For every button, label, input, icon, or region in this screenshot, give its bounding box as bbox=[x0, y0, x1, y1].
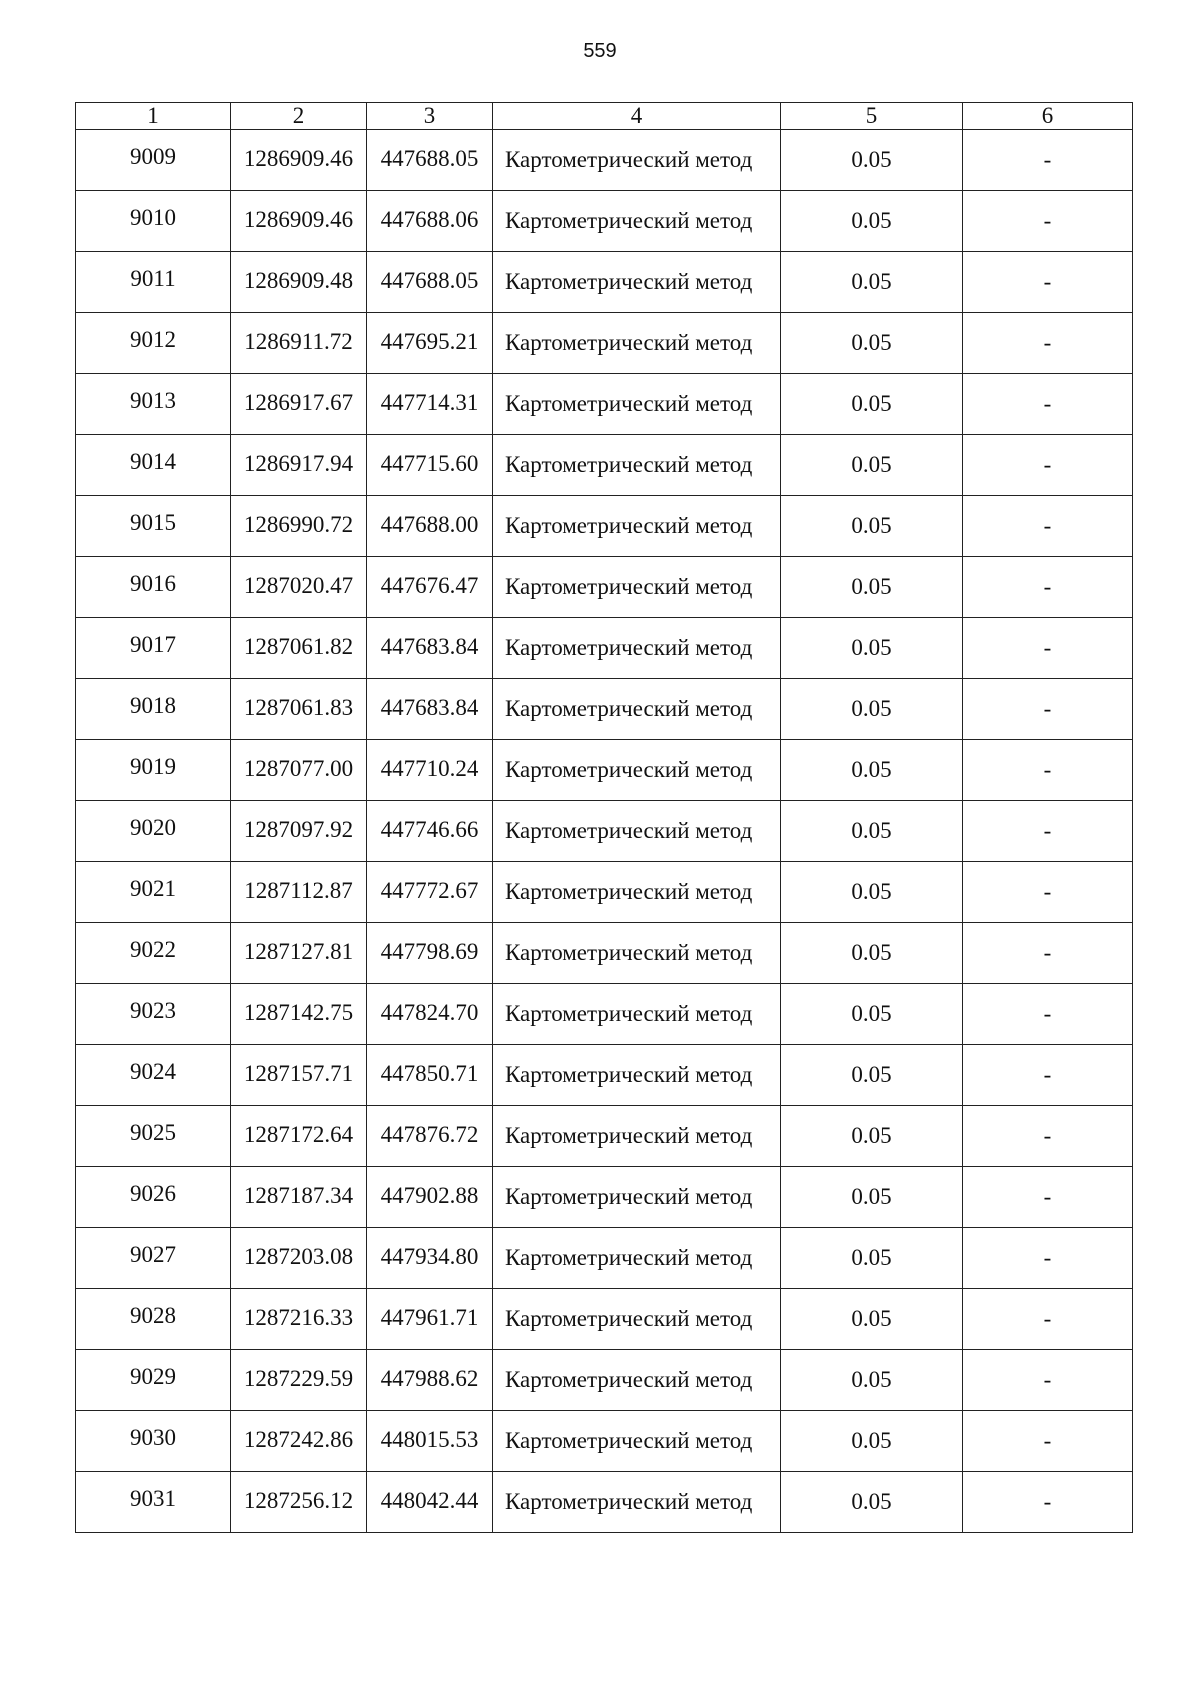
method-cell: Картометрический метод bbox=[493, 1289, 781, 1350]
method-cell: Картометрический метод bbox=[493, 923, 781, 984]
method-cell: Картометрический метод bbox=[493, 1045, 781, 1106]
x-coordinate-cell: 1287172.64 bbox=[231, 1106, 367, 1167]
y-coordinate-cell: 448015.53 bbox=[367, 1411, 493, 1472]
accuracy-cell: 0.05 bbox=[781, 984, 963, 1045]
note-cell: - bbox=[963, 313, 1133, 374]
x-coordinate-cell: 1286917.67 bbox=[231, 374, 367, 435]
accuracy-cell: 0.05 bbox=[781, 1106, 963, 1167]
x-coordinate-cell: 1287256.12 bbox=[231, 1472, 367, 1533]
x-coordinate-cell: 1286990.72 bbox=[231, 496, 367, 557]
y-coordinate-cell: 447876.72 bbox=[367, 1106, 493, 1167]
note-cell: - bbox=[963, 130, 1133, 191]
method-cell: Картометрический метод bbox=[493, 1350, 781, 1411]
x-coordinate-cell: 1286917.94 bbox=[231, 435, 367, 496]
method-cell: Картометрический метод bbox=[493, 1472, 781, 1533]
method-cell: Картометрический метод bbox=[493, 374, 781, 435]
point-number-cell: 9024 bbox=[76, 1045, 231, 1106]
y-coordinate-cell: 447902.88 bbox=[367, 1167, 493, 1228]
method-cell: Картометрический метод bbox=[493, 252, 781, 313]
x-coordinate-cell: 1286911.72 bbox=[231, 313, 367, 374]
note-cell: - bbox=[963, 1350, 1133, 1411]
accuracy-cell: 0.05 bbox=[781, 1289, 963, 1350]
y-coordinate-cell: 447850.71 bbox=[367, 1045, 493, 1106]
table-header-row bbox=[76, 103, 1133, 130]
y-coordinate-cell: 447798.69 bbox=[367, 923, 493, 984]
table-row bbox=[76, 1350, 1133, 1411]
method-cell: Картометрический метод bbox=[493, 1411, 781, 1472]
note-cell: - bbox=[963, 252, 1133, 313]
note-cell: - bbox=[963, 374, 1133, 435]
point-number-cell: 9031 bbox=[76, 1472, 231, 1533]
method-cell: Картометрический метод bbox=[493, 862, 781, 923]
x-coordinate-cell: 1286909.46 bbox=[231, 130, 367, 191]
accuracy-cell: 0.05 bbox=[781, 1411, 963, 1472]
y-coordinate-cell: 447688.05 bbox=[367, 252, 493, 313]
table-row bbox=[76, 252, 1133, 313]
method-cell: Картометрический метод bbox=[493, 801, 781, 862]
point-number-cell: 9030 bbox=[76, 1411, 231, 1472]
point-number-cell: 9011 bbox=[76, 252, 231, 313]
method-cell: Картометрический метод bbox=[493, 618, 781, 679]
accuracy-cell: 0.05 bbox=[781, 557, 963, 618]
accuracy-cell: 0.05 bbox=[781, 1350, 963, 1411]
y-coordinate-cell: 447688.00 bbox=[367, 496, 493, 557]
point-number-cell: 9028 bbox=[76, 1289, 231, 1350]
accuracy-cell: 0.05 bbox=[781, 313, 963, 374]
table-row bbox=[76, 1167, 1133, 1228]
table-row bbox=[76, 1411, 1133, 1472]
column-header: 5 bbox=[781, 103, 963, 130]
page-number: 559 bbox=[583, 40, 617, 62]
note-cell: - bbox=[963, 1228, 1133, 1289]
accuracy-cell: 0.05 bbox=[781, 435, 963, 496]
point-number-cell: 9012 bbox=[76, 313, 231, 374]
point-number-cell: 9009 bbox=[76, 130, 231, 191]
note-cell: - bbox=[963, 435, 1133, 496]
point-number-cell: 9029 bbox=[76, 1350, 231, 1411]
table-row bbox=[76, 801, 1133, 862]
accuracy-cell: 0.05 bbox=[781, 1045, 963, 1106]
note-cell: - bbox=[963, 679, 1133, 740]
method-cell: Картометрический метод bbox=[493, 557, 781, 618]
table-row bbox=[76, 740, 1133, 801]
note-cell: - bbox=[963, 740, 1133, 801]
y-coordinate-cell: 447824.70 bbox=[367, 984, 493, 1045]
column-header: 4 bbox=[493, 103, 781, 130]
accuracy-cell: 0.05 bbox=[781, 1167, 963, 1228]
y-coordinate-cell: 447988.62 bbox=[367, 1350, 493, 1411]
table-row bbox=[76, 130, 1133, 191]
note-cell: - bbox=[963, 1106, 1133, 1167]
note-cell: - bbox=[963, 557, 1133, 618]
point-number-cell: 9026 bbox=[76, 1167, 231, 1228]
accuracy-cell: 0.05 bbox=[781, 130, 963, 191]
accuracy-cell: 0.05 bbox=[781, 1472, 963, 1533]
y-coordinate-cell: 447934.80 bbox=[367, 1228, 493, 1289]
point-number-cell: 9013 bbox=[76, 374, 231, 435]
x-coordinate-cell: 1287077.00 bbox=[231, 740, 367, 801]
point-number-cell: 9014 bbox=[76, 435, 231, 496]
table-row bbox=[76, 1228, 1133, 1289]
point-number-cell: 9019 bbox=[76, 740, 231, 801]
table-row bbox=[76, 313, 1133, 374]
point-number-cell: 9021 bbox=[76, 862, 231, 923]
column-header: 2 bbox=[231, 103, 367, 130]
coordinates-table bbox=[75, 102, 1133, 1533]
column-header: 6 bbox=[963, 103, 1133, 130]
point-number-cell: 9010 bbox=[76, 191, 231, 252]
method-cell: Картометрический метод bbox=[493, 1106, 781, 1167]
point-number-cell: 9023 bbox=[76, 984, 231, 1045]
accuracy-cell: 0.05 bbox=[781, 374, 963, 435]
method-cell: Картометрический метод bbox=[493, 1228, 781, 1289]
note-cell: - bbox=[963, 496, 1133, 557]
note-cell: - bbox=[963, 862, 1133, 923]
point-number-cell: 9016 bbox=[76, 557, 231, 618]
table-row bbox=[76, 923, 1133, 984]
x-coordinate-cell: 1287229.59 bbox=[231, 1350, 367, 1411]
table-row bbox=[76, 1106, 1133, 1167]
point-number-cell: 9018 bbox=[76, 679, 231, 740]
y-coordinate-cell: 447710.24 bbox=[367, 740, 493, 801]
x-coordinate-cell: 1287157.71 bbox=[231, 1045, 367, 1106]
note-cell: - bbox=[963, 191, 1133, 252]
method-cell: Картометрический метод bbox=[493, 740, 781, 801]
y-coordinate-cell: 447961.71 bbox=[367, 1289, 493, 1350]
point-number-cell: 9025 bbox=[76, 1106, 231, 1167]
accuracy-cell: 0.05 bbox=[781, 679, 963, 740]
column-header: 1 bbox=[76, 103, 231, 130]
point-number-cell: 9022 bbox=[76, 923, 231, 984]
table-row bbox=[76, 496, 1133, 557]
x-coordinate-cell: 1287216.33 bbox=[231, 1289, 367, 1350]
x-coordinate-cell: 1286909.48 bbox=[231, 252, 367, 313]
accuracy-cell: 0.05 bbox=[781, 740, 963, 801]
table-row bbox=[76, 618, 1133, 679]
x-coordinate-cell: 1287187.34 bbox=[231, 1167, 367, 1228]
accuracy-cell: 0.05 bbox=[781, 191, 963, 252]
note-cell: - bbox=[963, 1472, 1133, 1533]
accuracy-cell: 0.05 bbox=[781, 923, 963, 984]
accuracy-cell: 0.05 bbox=[781, 862, 963, 923]
y-coordinate-cell: 447683.84 bbox=[367, 618, 493, 679]
accuracy-cell: 0.05 bbox=[781, 252, 963, 313]
note-cell: - bbox=[963, 618, 1133, 679]
y-coordinate-cell: 447714.31 bbox=[367, 374, 493, 435]
y-coordinate-cell: 447683.84 bbox=[367, 679, 493, 740]
point-number-cell: 9017 bbox=[76, 618, 231, 679]
table-row bbox=[76, 191, 1133, 252]
x-coordinate-cell: 1286909.46 bbox=[231, 191, 367, 252]
note-cell: - bbox=[963, 984, 1133, 1045]
note-cell: - bbox=[963, 1045, 1133, 1106]
y-coordinate-cell: 447772.67 bbox=[367, 862, 493, 923]
y-coordinate-cell: 447676.47 bbox=[367, 557, 493, 618]
x-coordinate-cell: 1287112.87 bbox=[231, 862, 367, 923]
point-number-cell: 9027 bbox=[76, 1228, 231, 1289]
y-coordinate-cell: 447688.06 bbox=[367, 191, 493, 252]
x-coordinate-cell: 1287061.83 bbox=[231, 679, 367, 740]
accuracy-cell: 0.05 bbox=[781, 618, 963, 679]
x-coordinate-cell: 1287097.92 bbox=[231, 801, 367, 862]
column-header: 3 bbox=[367, 103, 493, 130]
x-coordinate-cell: 1287242.86 bbox=[231, 1411, 367, 1472]
table-row bbox=[76, 1045, 1133, 1106]
table-row bbox=[76, 374, 1133, 435]
x-coordinate-cell: 1287020.47 bbox=[231, 557, 367, 618]
x-coordinate-cell: 1287142.75 bbox=[231, 984, 367, 1045]
table-row bbox=[76, 679, 1133, 740]
x-coordinate-cell: 1287061.82 bbox=[231, 618, 367, 679]
point-number-cell: 9020 bbox=[76, 801, 231, 862]
method-cell: Картометрический метод bbox=[493, 496, 781, 557]
y-coordinate-cell: 447688.05 bbox=[367, 130, 493, 191]
method-cell: Картометрический метод bbox=[493, 679, 781, 740]
note-cell: - bbox=[963, 1411, 1133, 1472]
table-row bbox=[76, 1289, 1133, 1350]
table-row bbox=[76, 1472, 1133, 1533]
y-coordinate-cell: 447746.66 bbox=[367, 801, 493, 862]
method-cell: Картометрический метод bbox=[493, 313, 781, 374]
method-cell: Картометрический метод bbox=[493, 130, 781, 191]
table-row bbox=[76, 435, 1133, 496]
table-row bbox=[76, 862, 1133, 923]
method-cell: Картометрический метод bbox=[493, 191, 781, 252]
point-number-cell: 9015 bbox=[76, 496, 231, 557]
x-coordinate-cell: 1287127.81 bbox=[231, 923, 367, 984]
y-coordinate-cell: 447715.60 bbox=[367, 435, 493, 496]
accuracy-cell: 0.05 bbox=[781, 801, 963, 862]
y-coordinate-cell: 447695.21 bbox=[367, 313, 493, 374]
note-cell: - bbox=[963, 1167, 1133, 1228]
method-cell: Картометрический метод bbox=[493, 1167, 781, 1228]
method-cell: Картометрический метод bbox=[493, 984, 781, 1045]
table-row bbox=[76, 557, 1133, 618]
note-cell: - bbox=[963, 923, 1133, 984]
accuracy-cell: 0.05 bbox=[781, 496, 963, 557]
y-coordinate-cell: 448042.44 bbox=[367, 1472, 493, 1533]
accuracy-cell: 0.05 bbox=[781, 1228, 963, 1289]
method-cell: Картометрический метод bbox=[493, 435, 781, 496]
x-coordinate-cell: 1287203.08 bbox=[231, 1228, 367, 1289]
note-cell: - bbox=[963, 1289, 1133, 1350]
note-cell: - bbox=[963, 801, 1133, 862]
table-row bbox=[76, 984, 1133, 1045]
